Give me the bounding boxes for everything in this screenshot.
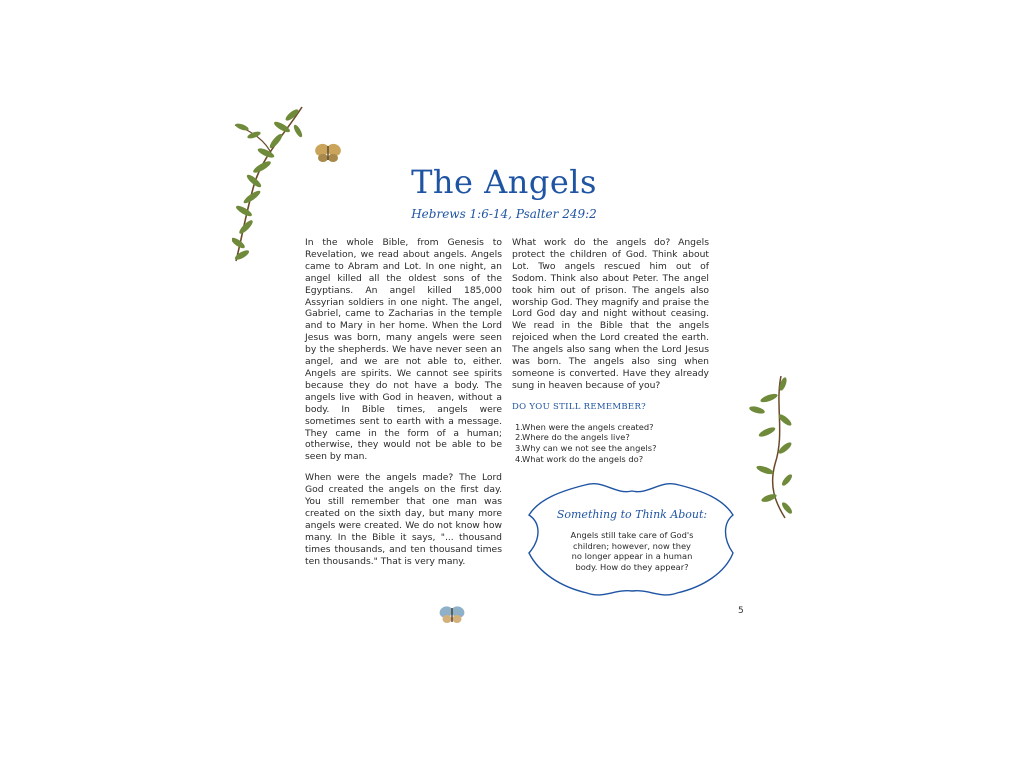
paragraph: What work do the angels do? Angels protect the children of God. Think about Lot. Two angels rescued him out of Sodom. Think also about Peter. The angel took him out of prison. The angels also worship God. They magnify and praise the Lord God day and night without ceasing. We read in the Bible that the angels rejoiced when the Lord created the earth. The angels also sang when the Lord Jesus was born. The angels also sing when someone is converted. Have they already sung in heaven because of you? — [512, 237, 709, 391]
page-title: The Angels — [411, 163, 597, 201]
paragraph: When were the angels made? The Lord God created the angels on the first day. You still remember that one man was created on the sixth day, but many more angels were created. We do not know how many. In the Bible it says, "... thousand times thousands, and ten thousand times ten thousands." That is very many. — [305, 472, 502, 567]
paragraph: In the whole Bible, from Genesis to Revelation, we read about angels. Angels came to Abram and Lot. In one night, an angel killed all the oldest sons of the Egyptians. An angel killed 185,000 Assyrian soldiers in one night. The angel, Gabriel, came to Zacharias in the temple and to Mary in her home. When the Lord Jesus was born, many angels were seen by the shepherds. We have never seen an angel, and we are not able to, either. Angels are spirits. We cannot see spirits because they do not have a body. The angels live with God in heaven, without a body. In Bible times, angels were sometimes sent to earth with a message. They came in the form of a human; otherwise, they would not be able to be seen by man. — [305, 237, 502, 463]
right-column — [512, 237, 709, 465]
scripture-reference: Hebrews 1:6-14, Psalter 249:2 — [411, 207, 597, 221]
vine-icon — [745, 374, 793, 520]
page-number: 5 — [738, 606, 744, 616]
list-item — [512, 432, 709, 443]
remember-heading: DO YOU STILL REMEMBER? — [512, 401, 646, 412]
question-number: 4. — [515, 454, 523, 465]
vine-icon — [232, 105, 306, 263]
question-text: Where do the angels live? — [522, 432, 630, 443]
think-box-text: Angels still take care of God's children; however, now they no longer appear in a human body. How do they appear? — [570, 530, 694, 572]
list-item — [512, 443, 709, 454]
left-column — [305, 237, 502, 567]
question-text: Why can we not see the angels? — [522, 443, 657, 454]
question-text: What work do the angels do? — [522, 454, 644, 465]
list-item — [512, 422, 709, 433]
question-number: 2. — [515, 432, 523, 443]
question-number: 1. — [515, 421, 523, 432]
question-list — [512, 422, 709, 465]
butterfly-icon — [439, 604, 465, 626]
list-item — [512, 454, 709, 465]
think-box-title: Something to Think About: — [556, 508, 708, 521]
think-box — [523, 481, 741, 599]
question-text: When were the angels created? — [522, 421, 654, 432]
question-number: 3. — [515, 443, 523, 454]
butterfly-icon — [314, 141, 342, 165]
